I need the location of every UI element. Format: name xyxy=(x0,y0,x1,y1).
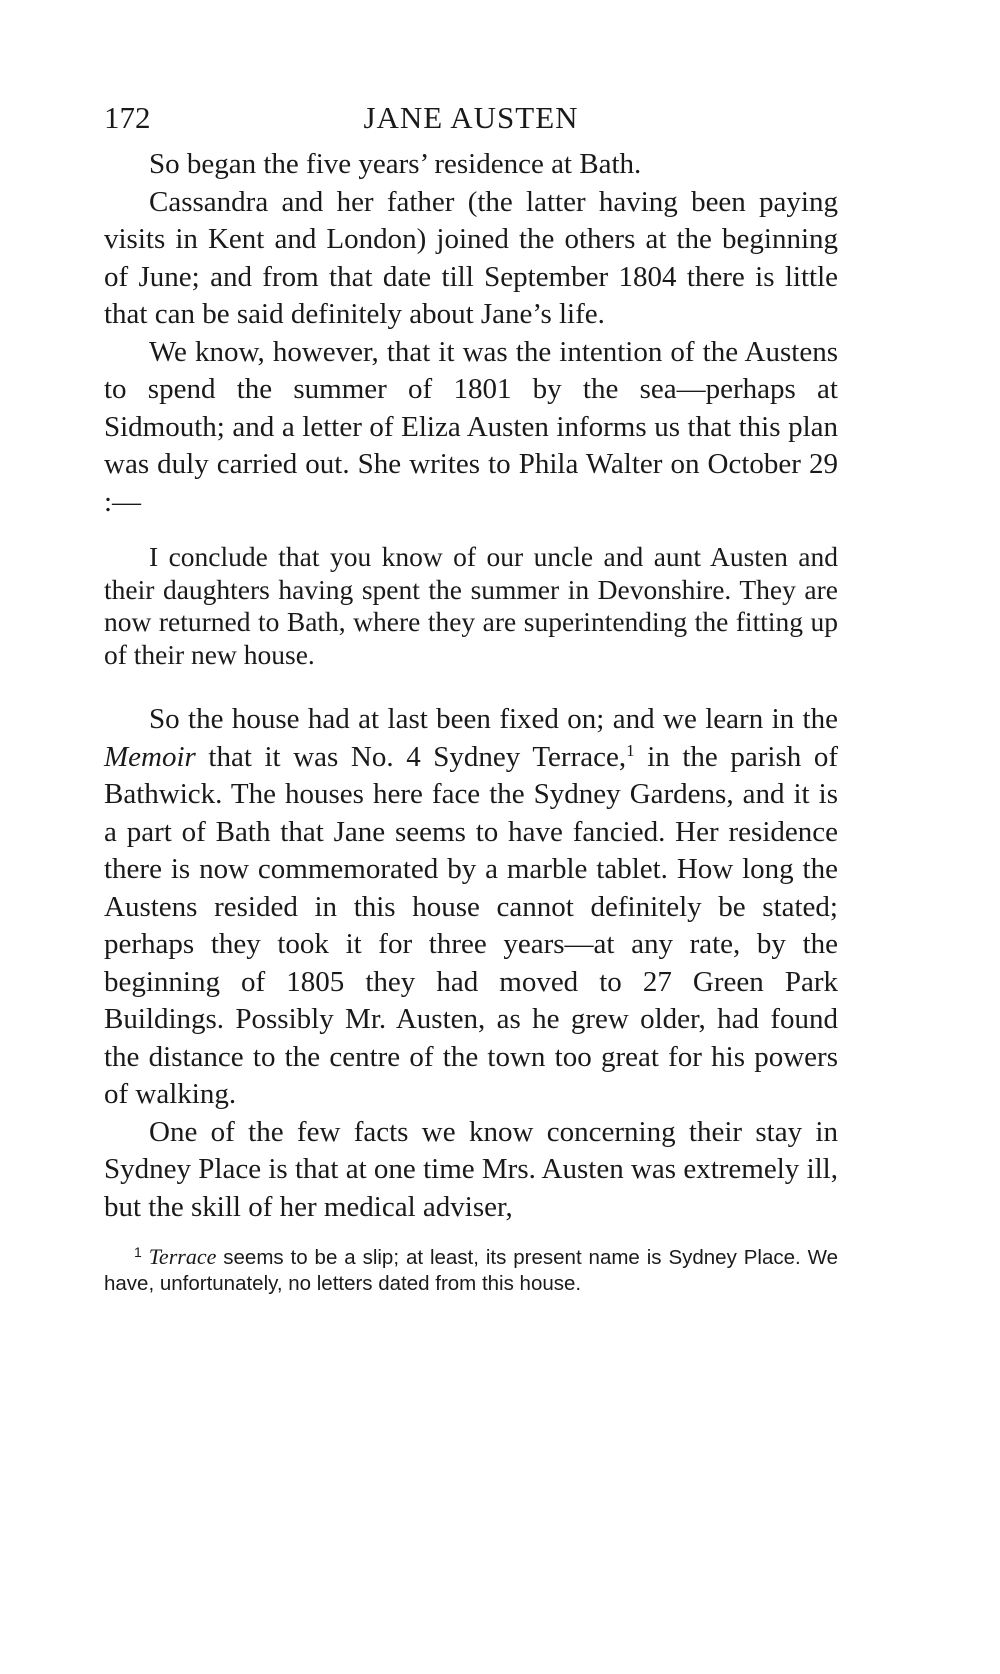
footnote-italic-term: Terrace xyxy=(148,1244,217,1269)
footnote-reference[interactable]: 1 xyxy=(626,740,635,760)
paragraph-house xyxy=(104,701,838,1114)
memoir-title: Memoir xyxy=(104,740,196,773)
running-title: JANE AUSTEN xyxy=(363,100,579,135)
page-number: 172 xyxy=(104,100,151,135)
memoir-text-start: So the house had at last been fixed on; and we learn in the xyxy=(149,703,838,735)
paragraph-illness: One of the few facts we know concerning their stay in Sydney Place is that at one time Mrs. Austen was extremely ill, but the skill of her medical adviser, xyxy=(104,1115,838,1223)
book-page xyxy=(104,90,838,1297)
paragraph-residence: So began the five years’ residence at Bath. xyxy=(149,148,642,180)
footnote-text: seems to be a slip; at least, its present name is Sydney Place. We have, unfortunately, no letters dated from this house. xyxy=(104,1246,838,1295)
paragraph-cassandra: Cassandra and her father (the latter having been paying visits in Kent and London) joined the others at the beginning of June; and from that date till September 1804 there is little that can be said definitely about Jane’s life. xyxy=(104,185,838,330)
memoir-text-rest: in the parish of Bathwick. The houses here face the Sydney Gardens, and it is a part of Bath that Jane seems to have fancied. Her residence there is now commemorated by a marble tablet. How long the Austens resided in this house cannot definitely be stated; perhaps they took it for three years—at any rate, by the beginning of 1805 they had moved to 27 Green Park Buildings. Possibly Mr. Austen, as he grew older, had found the distance to the centre of the town too great for his powers of walking. xyxy=(104,740,839,1110)
body-text xyxy=(104,146,838,1226)
footnote-1 xyxy=(104,1244,838,1297)
paragraph-summer: We know, however, that it was the intention of the Austens to spend the summer of 1801 by the sea—perhaps at Sidmouth; and a letter of Eliza Austen informs us that this plan was duly carried out. She writes to Phila Walter on October 29 :— xyxy=(104,335,838,518)
footnote-mark: 1 xyxy=(134,1244,142,1260)
footnotes xyxy=(104,1244,838,1297)
block-quote-letter: I conclude that you know of our uncle and aunt Austen and their daughters having spent the summer in Devonshire. They are now returned to Bath, where they are superintending the fitting up of their new house. xyxy=(104,541,838,670)
page-header xyxy=(104,90,838,146)
memoir-text-middle: that it was No. 4 Sydney Terrace, xyxy=(195,740,627,773)
